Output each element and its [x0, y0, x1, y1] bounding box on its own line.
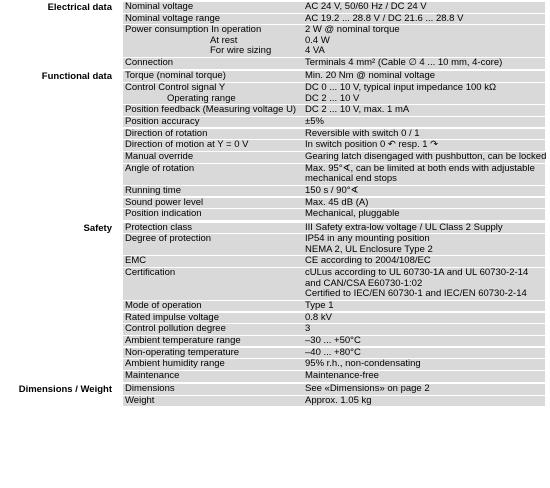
spec-value — [305, 301, 334, 312]
spec-row — [123, 2, 545, 13]
spec-key — [125, 301, 202, 312]
spec-key — [125, 209, 202, 220]
spec-value — [305, 268, 528, 300]
spec-key-line: Weight — [125, 394, 155, 406]
spec-key — [125, 256, 146, 267]
section-label: Dimensions / Weight — [18, 384, 112, 396]
spec-row — [123, 313, 545, 324]
spec-value — [305, 384, 430, 395]
spec-value-line: 3 — [305, 323, 311, 335]
spec-key — [125, 58, 173, 69]
spec-value-line: –30 ... +50°C — [305, 334, 361, 346]
spec-row — [123, 14, 545, 25]
spec-row — [123, 371, 545, 382]
spec-row — [123, 140, 545, 151]
spec-value — [305, 105, 409, 116]
spec-row — [123, 152, 545, 163]
spec-key — [125, 223, 192, 234]
spec-value-line: 0.8 kV — [305, 311, 332, 323]
spec-key-line: Nominal voltage range — [125, 12, 221, 24]
spec-row — [123, 324, 545, 335]
spec-key-line: Degree of protection — [125, 233, 212, 245]
spec-row — [123, 396, 545, 407]
spec-row — [123, 234, 545, 255]
spec-key — [125, 2, 193, 13]
spec-row — [123, 384, 545, 395]
spec-value — [305, 83, 496, 104]
spec-row — [123, 256, 545, 267]
spec-row — [123, 336, 545, 347]
spec-value-line: DC 2 ... 10 V, max. 1 mA — [305, 104, 410, 116]
spec-value — [305, 223, 503, 234]
spec-value-line: Type 1 — [305, 299, 334, 311]
spec-value-line: Min. 20 Nm @ nominal voltage — [305, 70, 436, 82]
spec-value-line: NEMA 2, UL Enclosure Type 2 — [305, 243, 433, 255]
spec-value-line: 2 W @ nominal torque — [305, 24, 400, 36]
spec-key-line: Control Control signal Y — [125, 82, 226, 93]
spec-key-line: Dimensions — [125, 383, 175, 395]
spec-key-line: Running time — [125, 184, 181, 196]
spec-key — [125, 83, 236, 104]
spec-value — [305, 25, 400, 57]
spec-key — [125, 336, 241, 347]
spec-key-line: EMC — [125, 255, 147, 267]
spec-value-line: 95% r.h., non-condensating — [305, 358, 421, 370]
spec-key-line: Angle of rotation — [125, 162, 195, 174]
spec-row — [123, 58, 545, 69]
spec-key-line: Position indication — [125, 208, 202, 220]
spec-value — [305, 209, 400, 220]
spec-row — [123, 359, 545, 370]
spec-value-line: mechanical end stops — [305, 173, 397, 185]
spec-key-line: Mode of operation — [125, 299, 202, 311]
spec-value — [305, 336, 361, 347]
spec-value — [305, 198, 368, 209]
spec-key — [125, 117, 199, 128]
spec-key-line: Protection class — [125, 221, 193, 233]
spec-key — [125, 140, 248, 151]
spec-value-line: AC 19.2 ... 28.8 V / DC 21.6 ... 28.8 V — [305, 12, 464, 24]
spec-key-line: Non-operating temperature — [125, 346, 240, 358]
section-label: Safety — [83, 222, 112, 234]
spec-value-line: IP54 in any mounting position — [305, 233, 430, 245]
spec-key-line: For wire sizing — [210, 45, 272, 57]
spec-row — [123, 71, 545, 82]
spec-value — [305, 129, 420, 140]
spec-key — [125, 186, 181, 197]
spec-row — [123, 25, 545, 57]
spec-value-line: and CAN/CSA E60730-1:02 — [305, 277, 423, 289]
spec-value — [305, 164, 535, 185]
spec-value — [305, 371, 379, 382]
spec-value — [305, 14, 463, 25]
spec-key-line: Torque (nominal torque) — [125, 70, 226, 82]
spec-row — [123, 301, 545, 312]
spec-key-line: Power consumption In operation — [125, 24, 262, 36]
spec-key-line: Certification — [125, 267, 176, 279]
spec-value-line: Reversible with switch 0 / 1 — [305, 127, 420, 139]
spec-key — [125, 268, 175, 279]
spec-key — [125, 359, 225, 370]
spec-key-line: Direction of motion at Y = 0 V — [125, 139, 249, 151]
spec-key — [125, 371, 179, 382]
spec-value — [305, 71, 435, 82]
spec-value — [305, 234, 433, 255]
spec-value-line: DC 0 ... 10 V, typical input impedance 100 kΩ — [305, 82, 497, 93]
spec-value-line: cULus according to UL 60730-1A and UL 60730-2-14 — [305, 267, 529, 279]
spec-value-line: 4 VA — [305, 45, 325, 57]
spec-key-line: Maintenance — [125, 370, 180, 381]
spec-value-line: Max. 45 dB (A) — [305, 196, 369, 208]
spec-value — [305, 324, 310, 335]
spec-key-line: Control pollution degree — [125, 323, 226, 335]
spec-key — [125, 348, 239, 359]
spec-value-line: –40 ... +80°C — [305, 346, 361, 358]
spec-key-line: Ambient temperature range — [125, 334, 241, 346]
spec-key — [125, 152, 193, 163]
spec-key — [125, 129, 207, 140]
spec-key — [125, 234, 211, 245]
spec-key-line: Direction of rotation — [125, 127, 208, 139]
spec-key-line: At rest — [210, 34, 238, 46]
spec-key-line: Position accuracy — [125, 115, 200, 127]
spec-value-line: Max. 95°∢, can be limited at both ends with adjustable — [305, 162, 535, 174]
spec-row — [123, 268, 545, 300]
spec-value — [305, 186, 358, 197]
spec-value — [305, 359, 421, 370]
spec-key-line: Sound power level — [125, 196, 204, 208]
spec-value — [305, 58, 502, 69]
spec-value — [305, 140, 438, 151]
spec-row — [123, 129, 545, 140]
spec-row — [123, 348, 545, 359]
spec-value — [305, 117, 324, 128]
spec-row — [123, 105, 545, 116]
spec-key-line: Ambient humidity range — [125, 358, 225, 370]
spec-row — [123, 209, 545, 220]
spec-value — [305, 396, 372, 407]
spec-key — [125, 384, 175, 395]
spec-value-line: Approx. 1.05 kg — [305, 394, 372, 406]
spec-value-line: Gearing latch disengaged with pushbutton, can be locked — [305, 151, 547, 162]
spec-key — [125, 25, 271, 57]
spec-key — [125, 396, 154, 407]
spec-key-line: Nominal voltage — [125, 1, 194, 12]
spec-key — [125, 14, 220, 25]
spec-key — [125, 198, 203, 209]
spec-row — [123, 117, 545, 128]
spec-row — [123, 198, 545, 209]
spec-value-line: CE according to 2004/108/EC — [305, 255, 431, 267]
spec-key-line: Rated impulse voltage — [125, 311, 219, 323]
spec-value-line: III Safety extra-low voltage / UL Class 2 Supply — [305, 221, 503, 233]
spec-row — [123, 83, 545, 104]
spec-row — [123, 223, 545, 234]
spec-value-line: See «Dimensions» on page 2 — [305, 383, 430, 395]
spec-row — [123, 186, 545, 197]
spec-value-line: In switch position 0 ↶ resp. 1 ↷ — [305, 139, 439, 151]
spec-value-line: Terminals 4 mm² (Cable ∅ 4 ... 10 mm, 4-core) — [305, 57, 503, 69]
spec-key — [125, 164, 194, 175]
spec-value-line: DC 2 ... 10 V — [305, 92, 360, 104]
spec-value — [305, 348, 361, 359]
spec-value — [305, 152, 546, 163]
spec-value-line: Maintenance-free — [305, 370, 379, 381]
spec-key-line: Position feedback (Measuring voltage U) — [125, 104, 297, 116]
spec-value-line: Mechanical, pluggable — [305, 208, 400, 220]
spec-value-line: 150 s / 90°∢ — [305, 184, 359, 196]
spec-value-line: Certified to IEC/EN 60730-1 and IEC/EN 60730-2-14 — [305, 288, 527, 300]
spec-value — [305, 313, 332, 324]
spec-value — [305, 2, 427, 13]
spec-key-line: Operating range — [167, 92, 236, 104]
spec-key-line: Connection — [125, 57, 174, 69]
spec-key — [125, 324, 226, 335]
section-label: Functional data — [41, 71, 112, 83]
spec-row — [123, 164, 545, 185]
spec-key — [125, 71, 226, 82]
spec-value-line: ±5% — [305, 115, 324, 127]
spec-key — [125, 105, 296, 116]
spec-value-line: 0.4 W — [305, 34, 330, 46]
spec-value — [305, 256, 431, 267]
spec-value-line: AC 24 V, 50/60 Hz / DC 24 V — [305, 1, 427, 12]
spec-key — [125, 313, 219, 324]
spec-key-line: Manual override — [125, 151, 194, 162]
section-label: Electrical data — [47, 2, 112, 13]
